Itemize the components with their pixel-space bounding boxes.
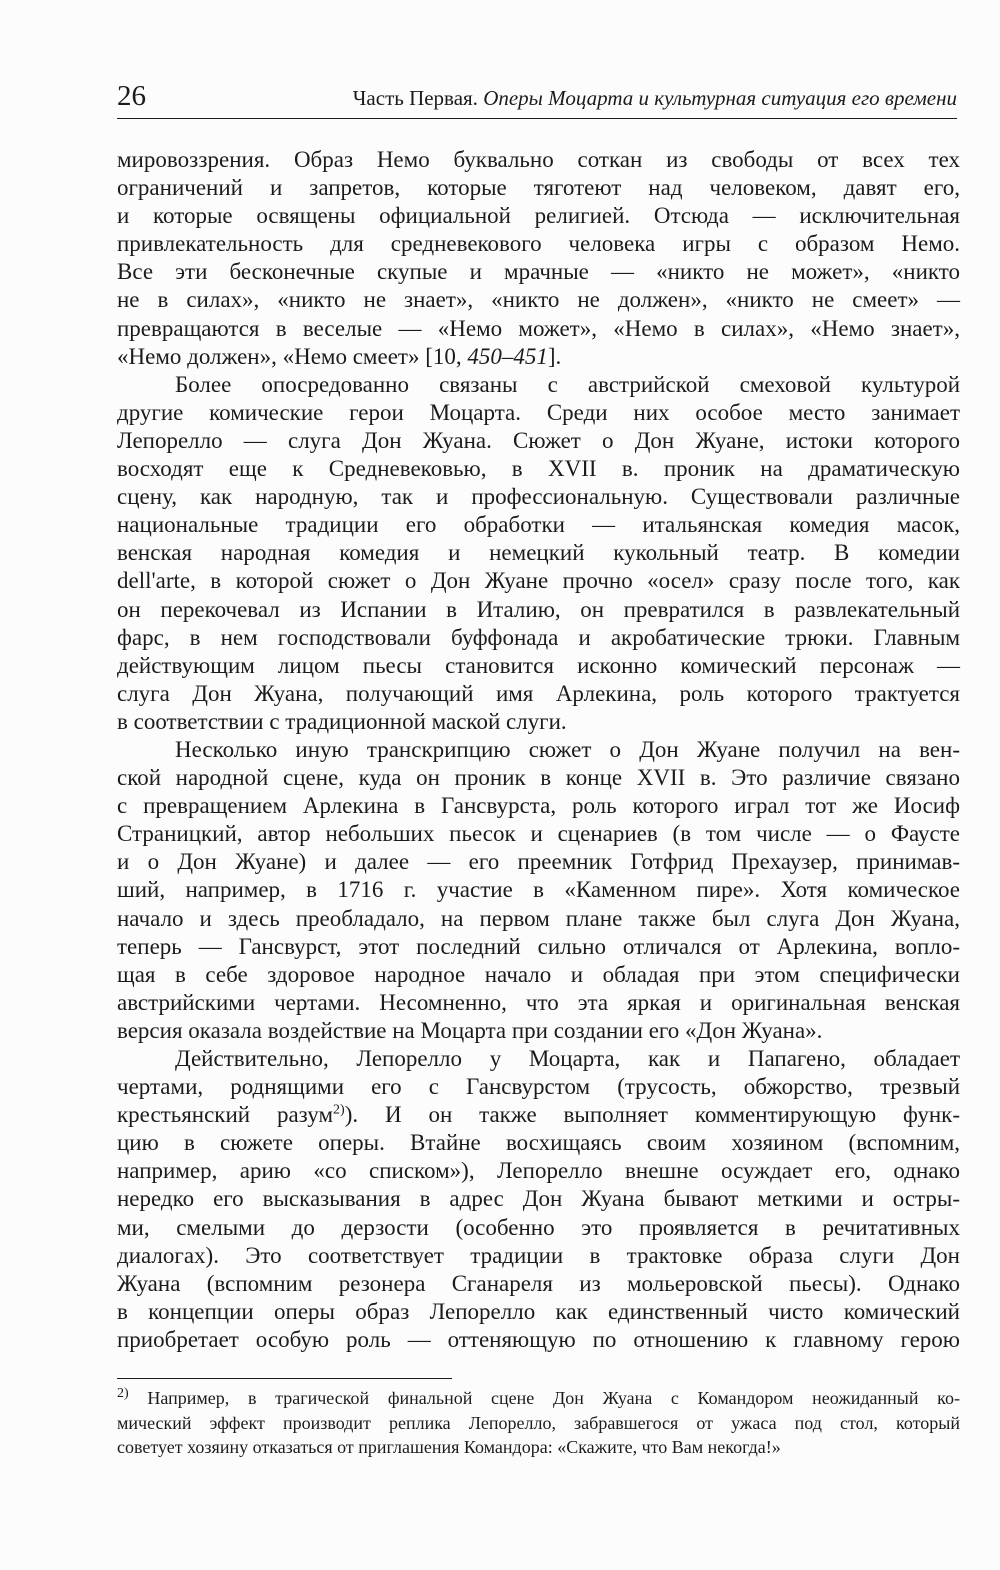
text-line: Действительно, Лепорелло у Моцарта, как и Папагено, обладает bbox=[175, 1046, 960, 1071]
text-line: ший, например, в 1716 г. участие в «Каменном пире». Хотя комическое bbox=[117, 877, 960, 903]
text-line: версия оказала воздействие на Моцарта при создании его «Дон Жуана». bbox=[117, 1017, 823, 1043]
text-line bbox=[117, 343, 960, 371]
text-line: чертами, роднящими его с Гансвурстом (трусость, обжорство, трезвый bbox=[117, 1074, 960, 1100]
text-line: слуга Дон Жуана, получающий имя Арлекина, роль которого трактуется bbox=[117, 680, 960, 706]
text-line: национальные традиции его обработки — итальянская комедия масок, bbox=[117, 512, 960, 538]
citation-close: ]. bbox=[547, 343, 562, 369]
footnote-text: Например, в трагической финальной сцене Дон Жуана с Командором неожиданный ко- bbox=[128, 1388, 960, 1408]
citation-text: «Немо должен», «Немо смеет» [10, bbox=[117, 343, 468, 369]
footnote-marker: 2) bbox=[117, 1386, 129, 1401]
paragraph-1 bbox=[117, 146, 960, 371]
footnote-2 bbox=[117, 1386, 960, 1460]
footnote-anchor-text: крестьянский разум bbox=[117, 1102, 334, 1128]
text-line: Страницкий, автор небольших пьесок и сценариев (в том числе — о Фаусте bbox=[117, 821, 960, 847]
text-line: приобретает особую роль — оттеняющую по отношению к главному герою bbox=[117, 1326, 960, 1352]
text-line: начало и здесь преобладало, на первом плане также был слуга Дон Жуана, bbox=[117, 905, 960, 931]
citation-pages: 450–451 bbox=[467, 343, 548, 369]
text-line: австрийскими чертами. Несомненно, что эта яркая и оригинальная венская bbox=[117, 989, 960, 1015]
text-line: Жуана (вспомним резонера Сганареля из мольеровской пьесы). Однако bbox=[117, 1270, 960, 1296]
text-line: например, арию «со списком»), Лепорелло внешне осуждает его, однако bbox=[117, 1158, 960, 1184]
text-line: dell'arte, в которой сюжет о Дон Жуане прочно «осел» сразу после того, как bbox=[117, 568, 960, 594]
text-line: ми, смелыми до дерзости (особенно это проявляется в речитативных bbox=[117, 1214, 960, 1240]
page-number: 26 bbox=[117, 80, 146, 112]
footnote-anchor-tail: ). И он также выполняет комментирующую функ- bbox=[344, 1102, 960, 1128]
text-line: с превращением Арлекина в Гансвурста, роль которого играл тот же Иосиф bbox=[117, 793, 960, 819]
footnote-divider bbox=[117, 1378, 452, 1379]
text-line: действующим лицом пьесы становится исконно комический персонаж — bbox=[117, 652, 960, 678]
text-line: восходят еще к Средневековью, в XVII в. проник на драматическую bbox=[117, 456, 960, 482]
text-line: щая в себе здоровое народное начало и обладая при этом специфически bbox=[117, 961, 960, 987]
text-line: ской народной сцене, куда он проник в конце XVII в. Это различие связано bbox=[117, 765, 960, 791]
paragraph-4 bbox=[117, 1045, 960, 1354]
text-line: сцену, как народную, так и профессиональную. Существовали различные bbox=[117, 484, 960, 510]
text-line: и о Дон Жуане) и далее — его преемник Готфрид Прехаузер, принимав- bbox=[117, 849, 960, 875]
text-line: мировоззрения. Образ Немо буквально соткан из свободы от всех тех bbox=[117, 147, 960, 172]
footnote-line bbox=[117, 1386, 960, 1411]
text-line: Все эти бесконечные скупые и мрачные — «никто не может», «никто bbox=[117, 259, 960, 285]
running-head-title bbox=[353, 85, 957, 111]
text-line: не в силах», «никто не знает», «никто не должен», «никто не смеет» — bbox=[117, 287, 960, 313]
text-line: нередко его высказывания в адрес Дон Жуана бывают меткими и остры- bbox=[117, 1186, 960, 1212]
part-label: Часть Первая. bbox=[352, 86, 484, 110]
text-line: фарс, в нем господствовали буффонада и акробатические трюки. Главным bbox=[117, 624, 960, 650]
text-line: Более опосредованно связаны с австрийской смеховой культурой bbox=[175, 371, 960, 397]
text-line: цию в сюжете оперы. Втайне восхищаясь своим хозяином (вспомним, bbox=[117, 1130, 960, 1156]
footnote-line: советует хозяину отказаться от приглашения Командора: «Скажите, что Вам некогда!» bbox=[117, 1437, 781, 1457]
footnote-line: мический эффект производит реплика Лепорелло, забравшегося от ужаса под стол, который bbox=[117, 1412, 960, 1433]
text-line: превращаются в веселые — «Немо может», «Немо в силах», «Немо знает», bbox=[117, 315, 960, 341]
paragraph-3 bbox=[117, 736, 960, 1045]
text-line: теперь — Гансвурст, этот последний сильно отличался от Арлекина, вопло- bbox=[117, 933, 960, 959]
text-line bbox=[117, 1101, 960, 1129]
text-line: привлекательность для средневекового человека игры с образом Немо. bbox=[117, 231, 960, 257]
paragraph-2 bbox=[117, 371, 960, 736]
text-line: в соответствии с традиционной маской слуги. bbox=[117, 708, 567, 734]
text-line: диалогах). Это соответствует традиции в трактовке образа слуги Дон bbox=[117, 1242, 960, 1268]
text-line: и которые освящены официальной религией. Отсюда — исключительная bbox=[117, 203, 960, 229]
part-title: Оперы Моцарта и культурная ситуация его времени bbox=[483, 86, 957, 110]
text-line: другие комические герои Моцарта. Среди них особое место занимает bbox=[117, 399, 960, 425]
text-line: Несколько иную транскрипцию сюжет о Дон Жуане получил на вен- bbox=[175, 736, 960, 762]
body-text bbox=[117, 146, 960, 1354]
text-line: Лепорелло — слуга Дон Жуана. Сюжет о Дон Жуане, истоки которого bbox=[117, 427, 960, 453]
running-header bbox=[117, 80, 957, 119]
text-line: он перекочевал из Испании в Италию, он превратился в развлекательный bbox=[117, 596, 960, 622]
text-line: в концепции оперы образ Лепорелло как единственный чисто комический bbox=[117, 1298, 960, 1324]
text-line: ограничений и запретов, которые тяготеют над человеком, давят его, bbox=[117, 175, 960, 201]
footnote-reference[interactable]: 2) bbox=[333, 1102, 345, 1118]
text-line: венская народная комедия и немецкий кукольный театр. В комедии bbox=[117, 540, 960, 566]
